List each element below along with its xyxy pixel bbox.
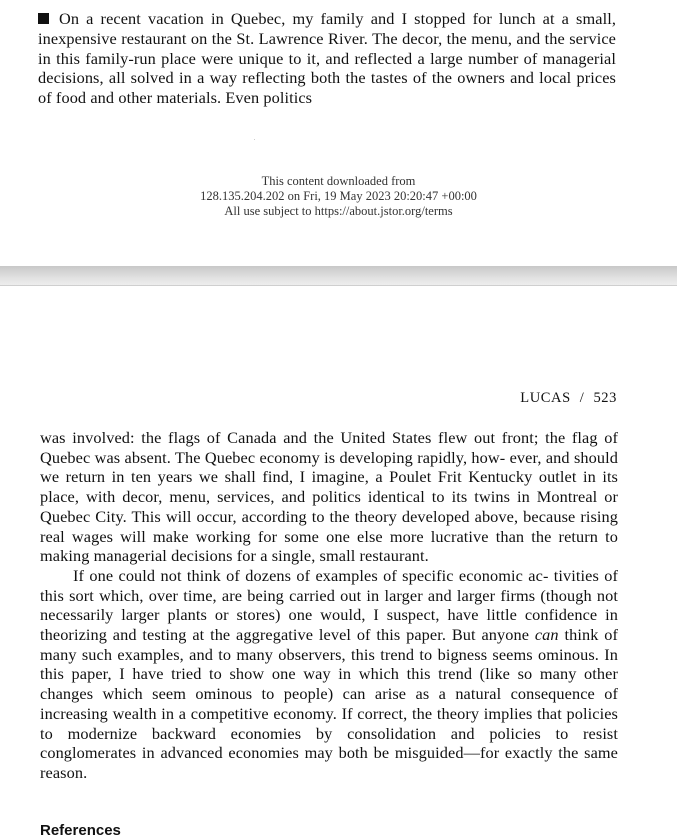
- previous-page: [0, 0, 677, 266]
- jstor-download-notice: [0, 174, 677, 219]
- top-paragraph-text: On a recent vacation in Quebec, my family and I stopped for lunch at a small, inexpensive restaurant on the St. Lawrence River. The decor, the menu, and the service in this family-run place were unique to it, and reflected a large number of managerial decisions, all solved in a way reflecting both the tastes of the owners and local prices of food and other materials. Even politics: [38, 9, 616, 108]
- jstor-notice-line-2: 128.135.204.202 on Fri, 19 May 2023 20:20:47 +00:00: [200, 189, 477, 203]
- paragraph-conclusion: [40, 566, 618, 783]
- references-heading: References: [40, 822, 121, 839]
- top-paragraph: [38, 9, 616, 108]
- paragraph-conclusion-part-1: If one could not think of dozens of examples of specific economic ac- tivities of this sort which, over time, are being carried out in larger and larger firms (though not necessarily larger plants or stores) one would, I suspect, have little confidence in theorizing and testing at the aggregative level of this paper. But anyone: [40, 565, 618, 645]
- body-text: [40, 428, 618, 783]
- jstor-notice-line-1: This content downloaded from: [261, 174, 416, 188]
- page-number: 523: [593, 390, 617, 406]
- page-separator: [0, 266, 677, 286]
- running-head-separator: /: [579, 390, 585, 406]
- paragraph-continuation: was involved: the flags of Canada and the United States flew out front; the flag of Quebec was absent. The Quebec economy is developing rapidly, how- ever, and should we return in ten years we shall find, I imagine, a Poulet Frit Kentucky outlet in its place, with decor, menu, services, and politics identical to its twins in Montreal or Quebec City. This will occur, according to the theory developed above, because rising real wages will make working for some one else more lucrative than the return to making managerial decisions for a single, small restaurant.: [40, 428, 618, 566]
- jstor-notice-line-3: All use subject to https://about.jstor.org/terms: [224, 204, 453, 218]
- running-head-author: LUCAS: [520, 390, 571, 406]
- running-head: [520, 390, 617, 407]
- emphasis-can: can: [534, 625, 559, 645]
- section-square-icon: [38, 13, 49, 24]
- scan-speck: [254, 139, 255, 140]
- paragraph-conclusion-part-2: think of many such examples, and to many observers, this trend to bigness seems ominous. In this paper, I have tried to show one way in which this trend (like so many other changes which seem ominous to people) can arise as a natural consequence of increasing wealth in a competitive economy. If correct, the theory implies that policies to modernize backward economies by consolidation and policies to resist conglomerates in advanced economies may both be misguided—for exactly the same reason.: [40, 625, 618, 782]
